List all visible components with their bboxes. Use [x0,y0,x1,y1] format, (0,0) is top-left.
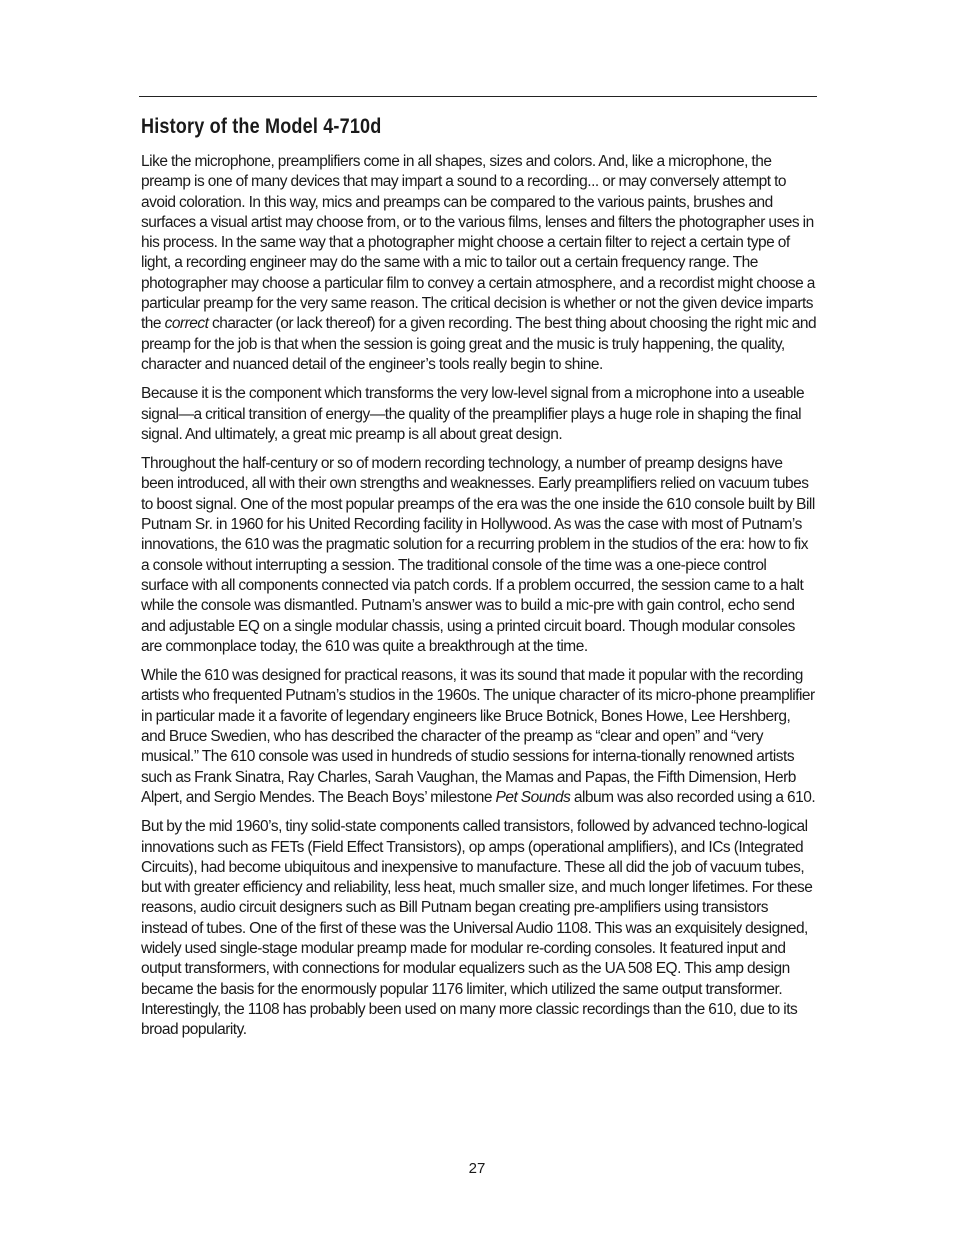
page-content [141,114,817,1049]
emphasis-correct: correct [164,315,209,333]
emphasis-pet-sounds: Pet Sounds [495,788,571,806]
paragraph-3: Throughout the half-century or so of modern recording technology, a number of preamp designs have been introduced, all with their own strengths and weaknesses. Early preamplifiers relied on vacuum tubes to boost signal. One of the most popular preamps of the era was the one inside the 610 console built by Bill Putnam Sr. in 1960 for his United Recording facility in Hollywood. As was the case with most of Putnam’s innovations, the 610 was the pragmatic solution for a recurring problem in the studios of the era: how to fix a console without interrupting a session. The traditional console of the time was a one-piece control surface with all components connected via patch cords. If a problem occurred, the session came to a halt while the console was dismantled. Putnam’s answer was to build a mic-pre with gain control, echo send and adjustable EQ on a single modular chassis, using a printed circuit board. Though modular consoles are commonplace today, the 610 was quite a breakthrough at the time. [141,455,815,655]
paragraph-5: But by the mid 1960’s, tiny solid-state components called transistors, followed by advanced techno-logical innovations such as FETs (Field Effect Transistors), op amps (operational amplifiers), and ICs (Integrated Circuits), had become ubiquitous and inexpensive to manufacture. These all did the job of vacuum tubes, but with greater efficiency and reliability, less heat, much smaller size, and much longer lifetimes. For these reasons, audio circuit designers such as Bill Putnam began creating pre-amplifiers using transistors instead of tubes. One of the first of these was the Universal Audio 1108. This was an exquisitely designed, widely used single-stage modular preamp made for modular re-cording consoles. It featured input and output transformers, with connections for modular equalizers such as the UA 508 EQ. This amp design became the basis for the enormously popular 1176 limiter, which utilized the same output transformer. Interestingly, the 1108 has probably been used on many more classic recordings than the 610, due to its broad popularity. [141,818,813,1039]
header-rule [139,96,817,97]
paragraph-4: While the 610 was designed for practical reasons, it was its sound that made it popular with the recording artists who frequented Putnam’s studios in the 1960s. The unique character of its micro-phone preamplifier in particular made it a favorite of legendary engineers like Bruce Botnick, Bones Howe, Lee Hershberg, and Bruce Swedien, who has described the character of the preamp as “clear and open” and “very musical.” The 610 console was used in hundreds of studio sessions for interna-tionally renowned artists such as Frank Sinatra, Ray Charles, Sarah Vaughan, the Mamas and Papas, the Fifth Dimension, Herb Alpert, and Sergio Mendes. The Beach Boys’ milestone Pet Sounds album was also recorded using a 610. [141,667,816,806]
section-heading: History of the Model 4-710d [141,115,382,138]
page-number: 27 [468,1160,486,1177]
paragraph-2: Because it is the component which transforms the very low-level signal from a microphone into a useable signal—a critical transition of energy—the quality of the preamplifier plays a huge role in shaping the final signal. And ultimately, a great mic preamp is all about great design. [141,385,805,443]
paragraph-1: Like the microphone, preamplifiers come in all shapes, sizes and colors. And, like a microphone, the preamp is one of many devices that may impart a sound to a recording... or may conversely attempt to avoid coloration. In this way, mics and preamps can be compared to the various paints, brushes and surfaces a visual artist may choose from, or to the various films, lenses and filters the photographer uses in his process. In the same way that a photographer might choose a certain filter to reject a certain type of light, a recording engineer may do the same with a mic to tailor out a certain frequency range. The photographer may choose a particular film to convey a certain atmosphere, and a recordist might choose a particular preamp for the very same reason. The critical decision is whether or not the given device imparts the correct character (or lack thereof) for a given recording. The best thing about choosing the right mic and preamp for the job is that when the session is going great and the music is truly happening, the quality, character and nuanced detail of the engineer’s tools really begin to shine. [141,153,817,373]
